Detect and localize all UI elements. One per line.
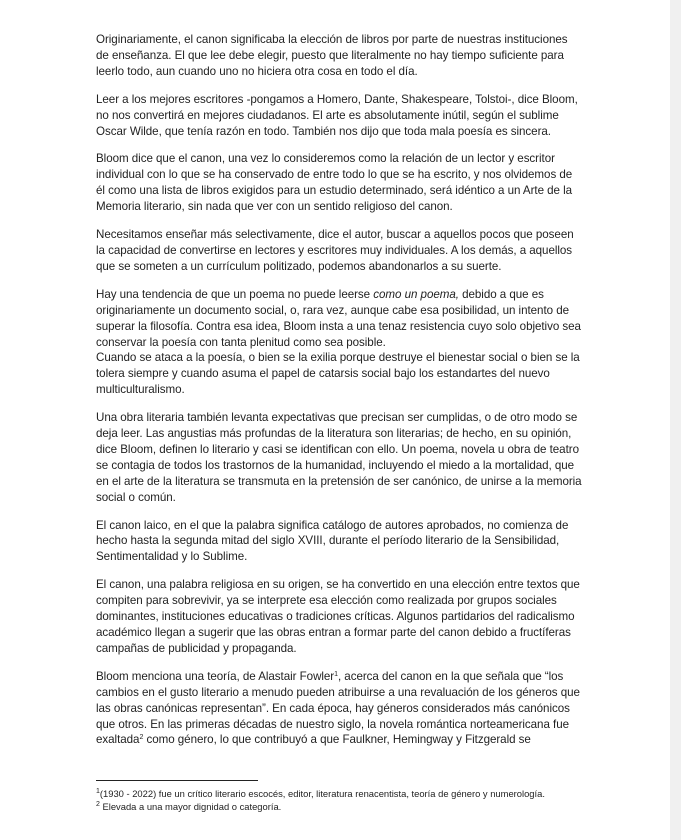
footnote-2-text: Elevada a una mayor dignidad o categoría. bbox=[99, 801, 282, 812]
footnotes bbox=[96, 787, 556, 813]
paragraph-8: El canon, una palabra religiosa en su origen, se ha convertido en una elección entre textos que compiten para sobrevivir, ya se interprete esa elección como realizada por grupos sociales dominantes, instituciones educativas o tradiciones críticas. Algunos partidarios del radicalismo académico llegan a sugerir que las obras entran a formar parte del canon debido a fructíferas campañas de publicidad y propaganda. bbox=[96, 578, 580, 655]
paragraph-9-part1: Bloom menciona una teoría, de Alastair Fowler bbox=[96, 669, 335, 683]
paragraph-6: Una obra literaria también levanta expectativas que precisan ser cumplidas, o de otro modo se deja leer. Las angustias más profundas de la literatura son literarias; de hecho, en su opinión, dice Bloom, definen lo literario y casi se identifican con ello. Un poema, novela u obra de teatro se contagia de todos los trastornos de la humanidad, incluyendo el miedo a la mortalidad, que en el arte de la literatura se transmuta en la pretensión de ser canónico, de unirse a la memoria social o común. bbox=[96, 411, 582, 504]
footnote-2-mark: 2 bbox=[96, 801, 100, 808]
paragraph-9 bbox=[96, 669, 583, 749]
paragraph-5-continuation: Cuando se ataca a la poesía, o bien se la exilia porque destruye el bienestar social o bien se la tolera siempre y cuando asuma el papel de catarsis social bajo los estandartes del nuevo multiculturalismo. bbox=[96, 351, 580, 397]
document-body bbox=[96, 32, 583, 760]
paragraph-3: Bloom dice que el canon, una vez lo consideremos como la relación de un lector y escritor individual con lo que se ha conservado de entre todo lo que se ha escrito, y nos olvidemos de él como una lista de libros exigidos para un estudio determinado, será idéntico a un Arte de la Memoria literario, sin nada que ver con un sentido religioso del canon. bbox=[96, 152, 573, 214]
paragraph-4: Necesitamos enseñar más selectivamente, dice el autor, buscar a aquellos pocos que poseen la capacidad de convertirse en lectores y escritores muy individuales. A los demás, a aquellos que se someten a un currículum politizado, podemos abandonarlos a su suerte. bbox=[96, 228, 574, 273]
paragraph-7: El canon laico, en el que la palabra significa catálogo de autores aprobados, no comienza de hecho hasta la segunda mitad del siglo XVIII, durante el período literario de la Sensibilidad, Sentimentalidad y lo Sublime. bbox=[96, 518, 569, 564]
footnote-separator bbox=[96, 780, 258, 781]
paragraph-5-after: debido a que es originariamente un documento social, o, rara vez, aunque cabe esa posibilidad, un intento de superar la filosofía. Contra esa idea, Bloom insta a una tenaz resistencia cuyo solo objetivo sea conservar la poesía con tanta plenitud como sea posible. bbox=[96, 287, 581, 349]
footnote-1 bbox=[96, 787, 556, 800]
paragraph-5-before: Hay una tendencia de que un poema no puede leerse bbox=[96, 287, 374, 301]
paragraph-5 bbox=[96, 287, 583, 398]
paragraph-9-part3: como género, lo que contribuyó a que Faulkner, Hemingway y Fitzgerald se bbox=[143, 733, 531, 747]
footnote-ref-2[interactable]: 2 bbox=[139, 734, 144, 742]
footnote-2 bbox=[96, 800, 556, 813]
footnote-1-text: (1930 - 2022) fue un crítico literario escocés, editor, literatura renacentista, teoría de género y numerología. bbox=[99, 788, 545, 799]
paragraph-9-part2: , acerca del canon en la que señala que “los cambios en el gusto literario a menudo pueden atribuirse a una revaluación de los géneros que las obras canónicas representan”. En cada época, hay géneros considerados más canónicos que otros. En las primeras décadas de nuestro siglo, la novela romántica norteamericana fue exaltada bbox=[96, 669, 580, 747]
window-edge bbox=[670, 0, 681, 840]
footnote-1-mark: 1 bbox=[96, 788, 100, 795]
paragraph-5-italic: como un poema, bbox=[373, 287, 459, 301]
footnote-ref-1[interactable]: 1 bbox=[334, 670, 338, 678]
paragraph-2: Leer a los mejores escritores -pongamos a Homero, Dante, Shakespeare, Tolstoi-, dice Bloom, no nos convertirá en mejores ciudadanos. El arte es absolutamente inútil, según el sublime Oscar Wilde, que tenía razón en todo. También nos dijo que toda mala poesía es sincera. bbox=[96, 92, 578, 138]
paragraph-1: Originariamente, el canon significaba la elección de libros por parte de nuestras instituciones de enseñanza. El que lee debe elegir, puesto que literalmente no hay tiempo suficiente para leerlo todo, aun cuando uno no hiciera otra cosa en todo el día. bbox=[96, 33, 568, 78]
